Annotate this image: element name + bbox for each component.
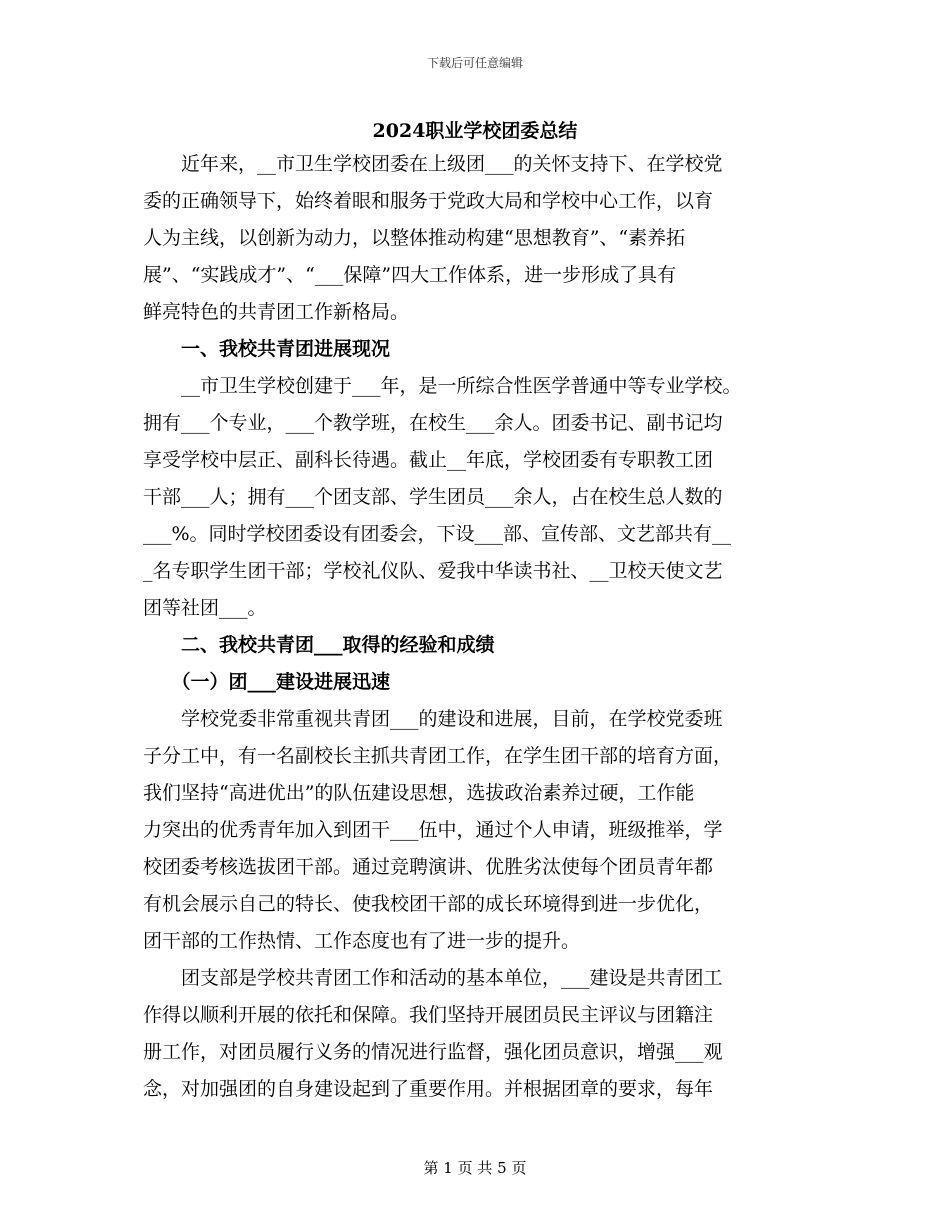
page-number: 第 1 页 共 5 页 [423, 1159, 527, 1177]
body-line: 团干部的工作热情、工作态度也有了进一步的提升。 [143, 930, 581, 952]
body-line: 册工作，对团员履行义务的情况进行监督，强化团员意识，增强___观 [143, 1041, 723, 1063]
section-heading: 一、我校共青团进展现况 [143, 338, 391, 360]
body-line: 子分工中，有一名副校长主抓共青团工作，在学生团干部的培育方面， [143, 745, 733, 767]
body-line: 念，对加强团的自身建设起到了重要作用。并根据团章的要求，每年 [143, 1078, 714, 1100]
body-line: 团等社团___。 [143, 597, 267, 619]
body-line: _名专职学生团干部；学校礼仪队、爱我中华读书社、__卫校天使文艺 [143, 560, 723, 582]
body-line: 作得以顺利开展的依托和保障。我们坚持开展团员民主评议与团籍注 [143, 1004, 714, 1026]
subsection-heading: （一）团___建设进展迅速 [143, 671, 391, 693]
body-line: 委的正确领导下，始终着眼和服务于党政大局和学校中心工作，以育 [143, 190, 714, 212]
body-line: 人为主线，以创新为动力，以整体推动构建“思想教育”、“素养拓 [143, 227, 686, 249]
body-line: 我们坚持“高进优出”的队伍建设思想，选拔政治素养过硬，工作能 [143, 782, 695, 804]
body-line: 展”、“实践成才”、“___保障”四大工作体系，进一步形成了具有 [143, 264, 677, 286]
body-line: 鲜亮特色的共青团工作新格局。 [143, 301, 410, 323]
body-line: 拥有___个专业，___个教学班，在校生___余人。团委书记、副书记均 [143, 412, 723, 434]
body-line: 团支部是学校共青团工作和活动的基本单位，___建设是共青团工 [143, 967, 723, 989]
document-title: 2024职业学校团委总结 [372, 120, 578, 142]
body-line: 有机会展示自己的特长、使我校团干部的成长环境得到进一步优化， [143, 893, 714, 915]
body-line: 近年来，__市卫生学校团委在上级团___的关怀支持下、在学校党 [143, 153, 723, 175]
body-line: __市卫生学校创建于___年，是一所综合性医学普通中等专业学校。 [143, 375, 742, 397]
body-line: 干部___人；拥有___个团支部、学生团员___余人，占在校生总人数的 [143, 486, 723, 508]
body-line: ___%。同时学校团委设有团委会，下设___部、宣传部、文艺部共有__ [143, 523, 732, 545]
body-line: 享受学校中层正、副科长待遇。截止__年底，学校团委有专职教工团 [143, 449, 714, 471]
section-heading: 二、我校共青团___取得的经验和成绩 [143, 634, 495, 656]
header-note: 下载后可任意编辑 [426, 56, 523, 70]
body-line: 学校党委非常重视共青团___的建设和进展，目前，在学校党委班 [143, 708, 723, 730]
body-line: 校团委考核选拔团干部。通过竞聘演讲、优胜劣汰使每个团员青年都 [143, 856, 714, 878]
body-line: 力突出的优秀青年加入到团干___伍中，通过个人申请，班级推举，学 [143, 819, 723, 841]
